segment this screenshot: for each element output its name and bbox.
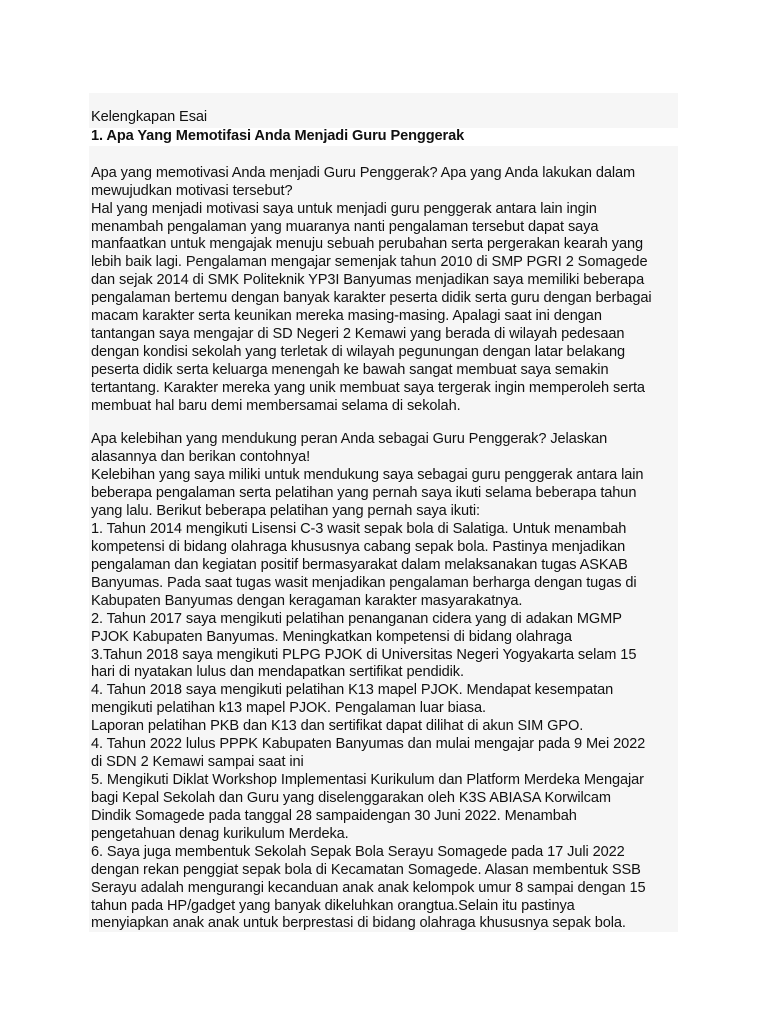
body-line: alasannya dan berikan contohnya!: [91, 449, 311, 465]
body-line: Apa yang memotivasi Anda menjadi Guru Penggerak? Apa yang Anda lakukan dalam: [91, 165, 636, 181]
body-line: beberapa pengalaman serta pelatihan yang pernah saya ikuti selama beberapa tahun: [91, 485, 637, 501]
body-line: macam karakter serta keunikan mereka masing-masing. Apalagi saat ini dengan: [91, 308, 602, 324]
body-line: manfaatkan untuk mengajak menuju sebuah perubahan serta pergerakan kearah yang: [91, 236, 644, 252]
body-line: menambah pengalaman yang muaranya nanti pengalaman tersebut dapat saya: [91, 219, 599, 235]
body-line: 6. Saya juga membentuk Sekolah Sepak Bola Serayu Somagede pada 17 Juli 2022: [91, 844, 625, 860]
body-line: 4. Tahun 2022 lulus PPPK Kabupaten Banyumas dan mulai mengajar pada 9 Mei 2022: [91, 736, 646, 752]
body-line: Hal yang menjadi motivasi saya untuk menjadi guru penggerak antara lain ingin: [91, 201, 597, 217]
body-line: Serayu adalah mengurangi kecanduan anak anak kelompok umur 8 sampai dengan 15: [91, 880, 646, 896]
body-line: tertantang. Karakter mereka yang unik membuat saya tergerak ingin memperoleh serta: [91, 380, 645, 396]
body-line: Kelebihan yang saya miliki untuk mendukung saya sebagai guru penggerak antara lain: [91, 467, 644, 483]
document-header: Kelengkapan Esai: [91, 109, 208, 125]
body-line: 1. Tahun 2014 mengikuti Lisensi C-3 wasit sepak bola di Salatiga. Untuk menambah: [91, 521, 627, 537]
body-line: pengalaman bertemu dengan banyak karakter peserta didik serta guru dengan berbagai: [91, 290, 652, 306]
document-title: 1. Apa Yang Memotifasi Anda Menjadi Guru Penggerak: [91, 128, 465, 144]
body-line: 3.Tahun 2018 saya mengikuti PLPG PJOK di Universitas Negeri Yogyakarta selam 15: [91, 647, 637, 663]
body-line: mewujudkan motivasi tersebut?: [91, 183, 293, 199]
body-line: dengan kondisi sekolah yang terletak di wilayah pegunungan dengan latar belakang: [91, 344, 625, 360]
body-line: mengikuti pelatihan k13 mapel PJOK. Pengalaman luar biasa.: [91, 700, 486, 716]
body-line: peserta didik serta keluarga menengah ke bawah sangat membuat saya semakin: [91, 362, 609, 378]
body-line: tahun pada HP/gadget yang banyak dikeluhkan orangtua.Selain itu pastinya: [91, 898, 575, 914]
body-line: 5. Mengikuti Diklat Workshop Implementasi Kurikulum dan Platform Merdeka Mengajar: [91, 772, 644, 788]
body-line: yang lalu. Berikut beberapa pelatihan yang pernah saya ikuti:: [91, 503, 481, 519]
body-line: Banyumas. Pada saat tugas wasit menjadikan pengalaman berharga dengan tugas di: [91, 575, 637, 591]
body-line: 2. Tahun 2017 saya mengikuti pelatihan penanganan cidera yang di adakan MGMP: [91, 611, 622, 627]
body-line: pengalaman dan kegiatan positif bermasyarakat dalam melaksanakan tugas ASKAB: [91, 557, 628, 573]
body-line: Dindik Somagede pada tanggal 28 sampaidengan 30 Juni 2022. Menambah: [91, 808, 577, 824]
body-line: Laporan pelatihan PKB dan K13 dan sertifikat dapat dilihat di akun SIM GPO.: [91, 718, 584, 734]
body-line: PJOK Kabupaten Banyumas. Meningkatkan kompetensi di bidang olahraga: [91, 629, 572, 645]
body-line: 4. Tahun 2018 saya mengikuti pelatihan K13 mapel PJOK. Mendapat kesempatan: [91, 682, 614, 698]
body-line: lebih baik lagi. Pengalaman mengajar semenjak tahun 2010 di SMP PGRI 2 Somagede: [91, 254, 648, 270]
body-line: bagi Kepal Sekolah dan Guru yang diselenggarakan oleh K3S ABIASA Korwilcam: [91, 790, 611, 806]
body-line: di SDN 2 Kemawi sampai saat ini: [91, 754, 304, 770]
body-line: Apa kelebihan yang mendukung peran Anda sebagai Guru Penggerak? Jelaskan: [91, 431, 608, 447]
body-line: tantangan saya mengajar di SD Negeri 2 Kemawi yang berada di wilayah pedesaan: [91, 326, 625, 342]
body-line: hari di nyatakan lulus dan mendapatkan sertifikat pendidik.: [91, 664, 464, 680]
body-line: dengan rekan penggiat sepak bola di Kecamatan Somagede. Alasan membentuk SSB: [91, 862, 641, 878]
body-line: menyiapkan anak anak untuk berprestasi di bidang olahraga khususnya sepak bola.: [91, 915, 626, 931]
body-line: dan sejak 2014 di SMK Politeknik YP3I Banyumas menjadikan saya memiliki beberapa: [91, 272, 645, 288]
body-line: kompetensi di bidang olahraga khususnya cabang sepak bola. Pastinya menjadikan: [91, 539, 626, 555]
body-line: pengetahuan denag kurikulum Merdeka.: [91, 826, 349, 842]
body-line: membuat hal baru demi membersamai selama di sekolah.: [91, 398, 461, 414]
body-line: Kabupaten Banyumas dengan keragaman karakter masyarakatnya.: [91, 593, 523, 609]
